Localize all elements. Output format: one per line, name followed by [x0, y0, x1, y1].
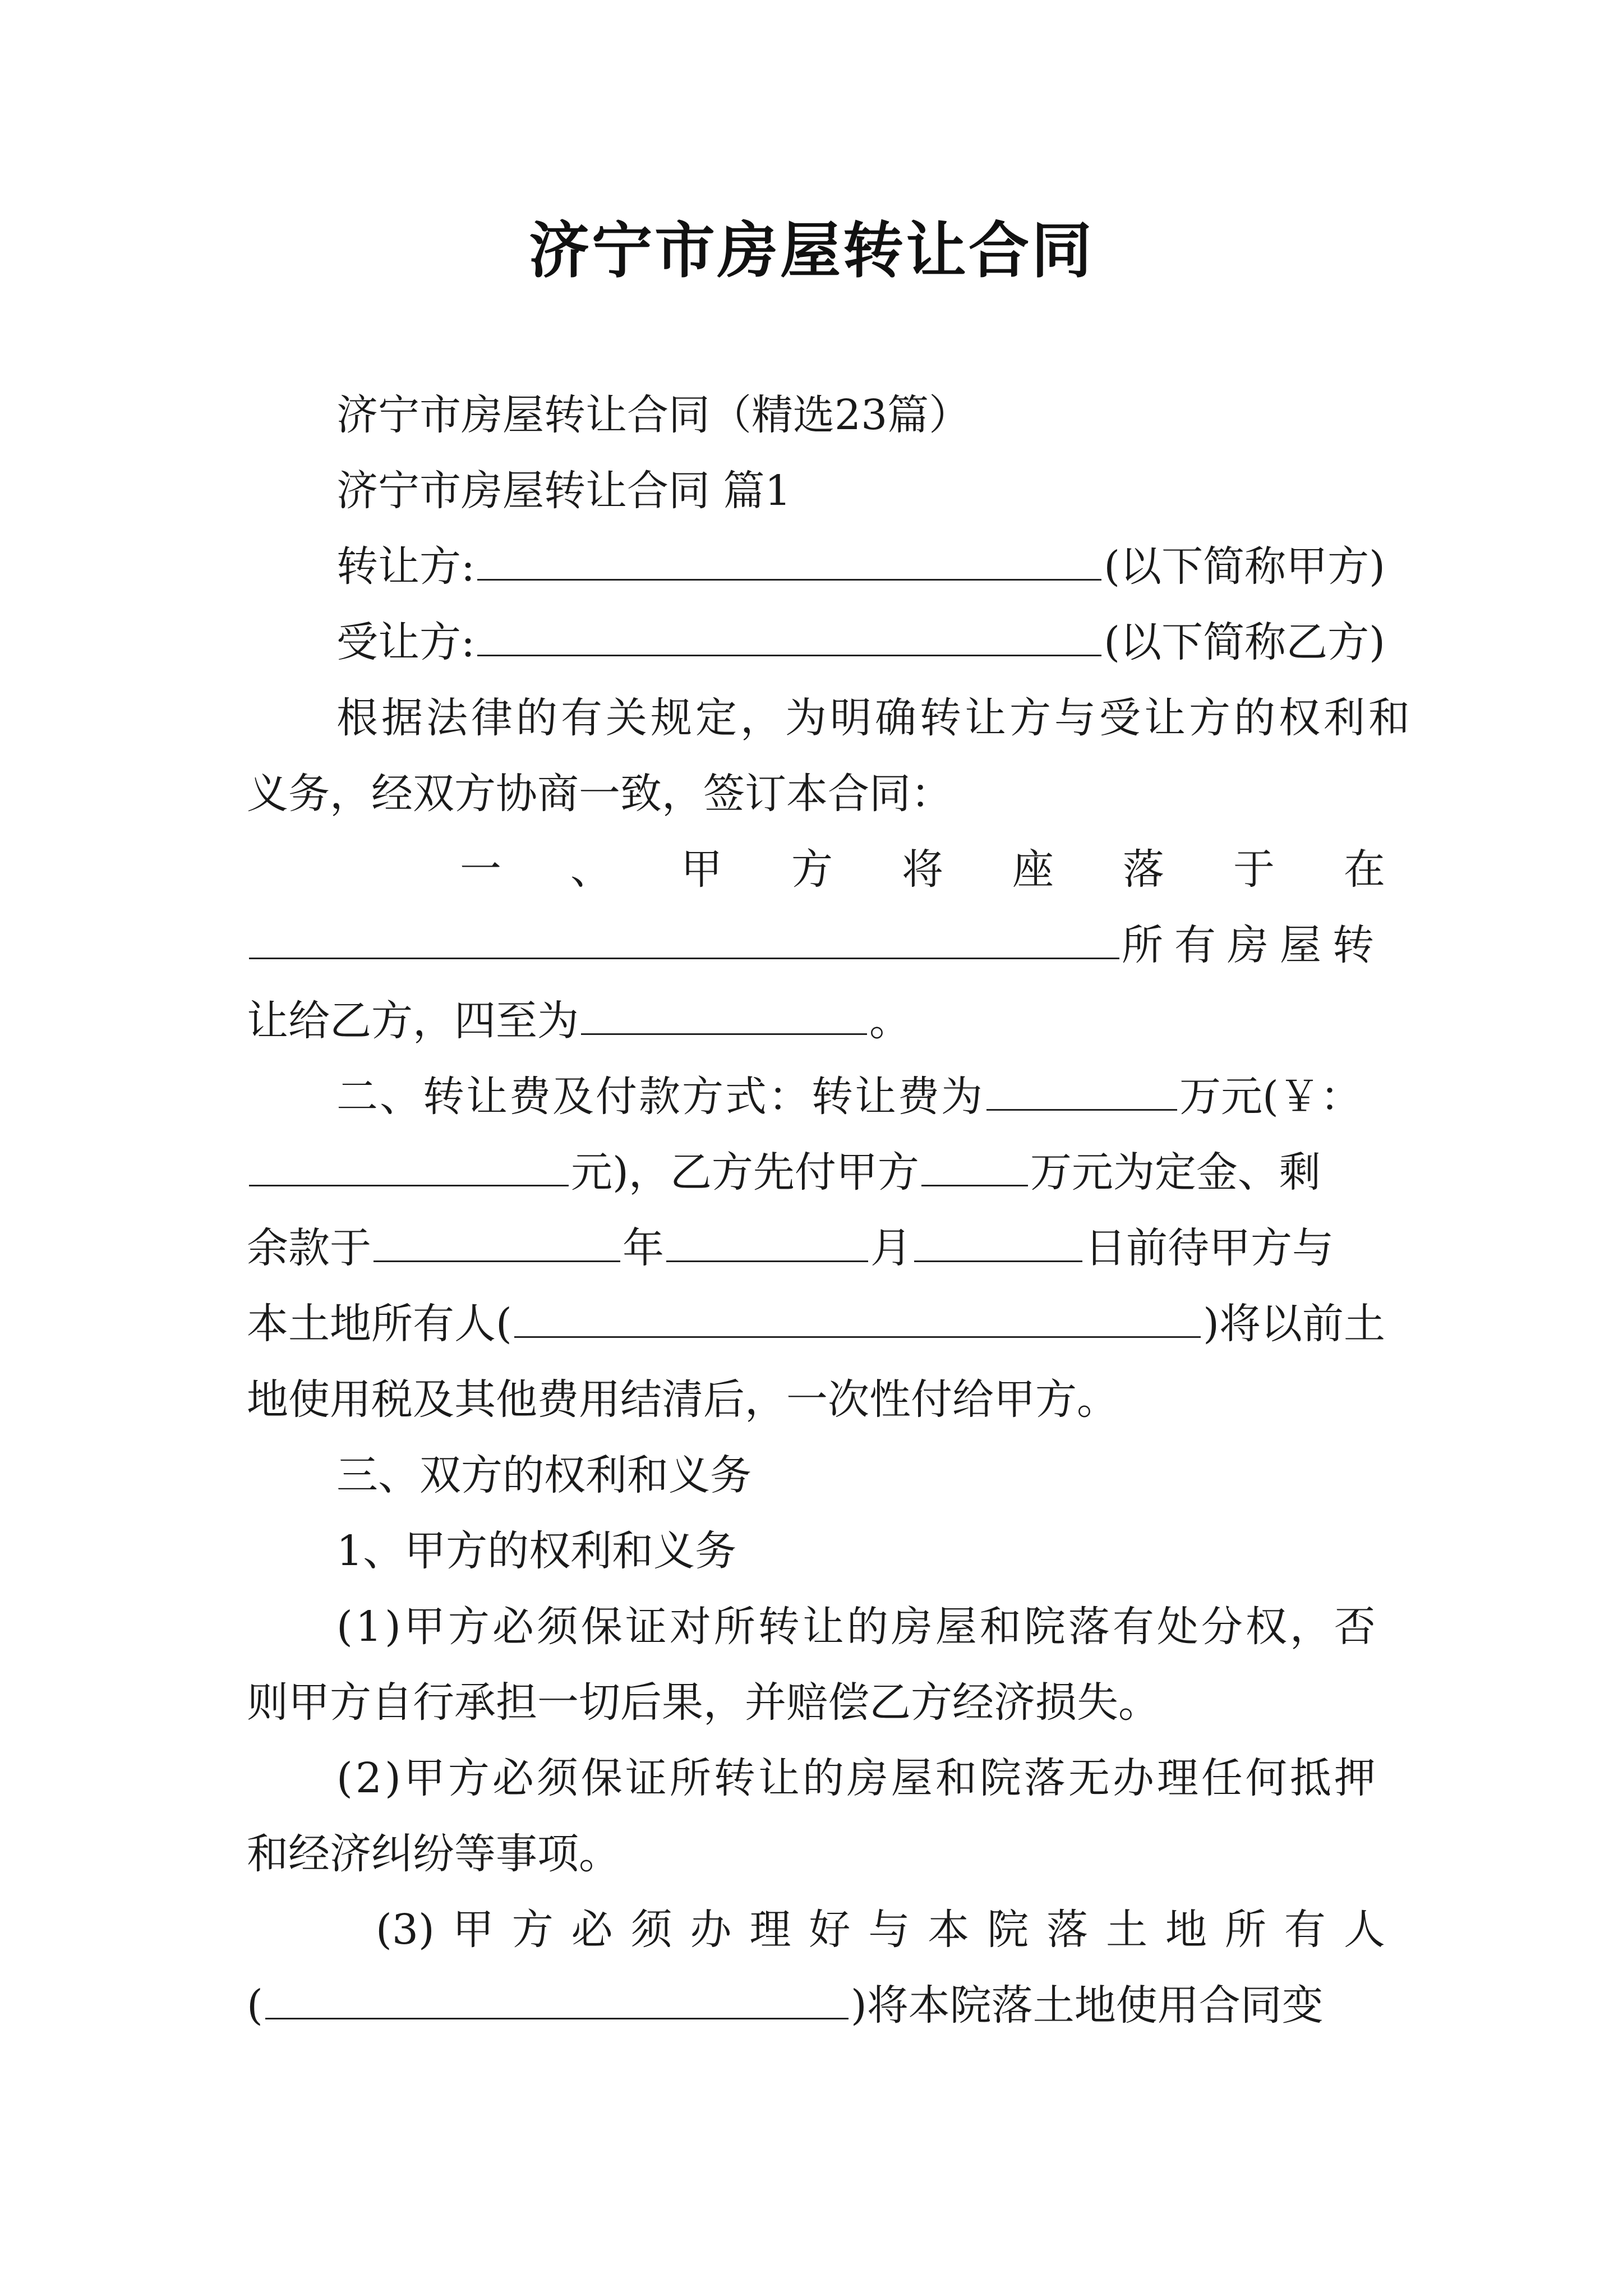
clause2-h: 日前待甲方与	[1085, 1224, 1334, 1272]
transferor-blank[interactable]	[477, 534, 1101, 581]
boundaries-blank[interactable]	[581, 988, 867, 1035]
price-figure-blank[interactable]	[249, 1140, 569, 1186]
clause2-line-4	[247, 1287, 1385, 1360]
clause1-line-1	[247, 833, 1385, 906]
item3-char: 院	[987, 1906, 1029, 1954]
clause2-i: 本土地所有人(	[247, 1300, 512, 1348]
item1-line-2: 则甲方自行承担一切后果，并赔偿乙方经济损失。	[247, 1678, 1160, 1727]
year-blank[interactable]	[374, 1216, 620, 1262]
section-heading: 济宁市房屋转让合同 篇1	[336, 467, 791, 515]
clause2-line-5: 地使用税及其他费用结清后，一次性付给甲方。	[247, 1375, 1118, 1424]
clause2-e: 余款于	[247, 1224, 371, 1272]
transferee-blank[interactable]	[477, 610, 1101, 656]
price-blank[interactable]	[986, 1064, 1177, 1111]
clause1-char: 甲	[681, 845, 722, 894]
clause2-b: 万元(￥：	[1179, 1073, 1362, 1121]
clause3-1-heading: 1、甲方的权利和义务	[336, 1527, 737, 1575]
item3-char: 必	[571, 1906, 613, 1954]
transferor-suffix: (以下简称甲方)	[1104, 542, 1385, 591]
month-blank[interactable]	[666, 1216, 868, 1262]
item3-char: 方	[511, 1906, 554, 1954]
preamble-line-1: 根据法律的有关规定，为明确转让方与受让方的权利和	[336, 694, 1413, 742]
clause1-char: 于	[1233, 845, 1275, 894]
clause1-char: 座	[1012, 845, 1054, 894]
transferee-line	[247, 606, 1385, 679]
clause1-line-2	[247, 909, 1385, 982]
item3-char: 人	[1343, 1906, 1385, 1954]
item2-line-2: 和经济纠纷等事项。	[247, 1830, 620, 1878]
clause2-c: 元)，乙方先付甲方	[571, 1148, 919, 1197]
clause1-char: 在	[1344, 845, 1385, 894]
item3-char: 落	[1046, 1906, 1089, 1954]
transferee-suffix: (以下简称乙方)	[1104, 618, 1385, 666]
item3-char: 甲	[452, 1906, 494, 1954]
document-title: 济宁市房屋转让合同	[528, 215, 1094, 286]
clause2-j: )将以前土	[1203, 1300, 1385, 1348]
clause2-d: 万元为定金、剩	[1030, 1148, 1321, 1197]
transferor-line	[247, 530, 1385, 603]
clause2-line-3	[247, 1212, 1385, 1285]
clause1-end-a: 让给乙方，四至为	[247, 997, 579, 1045]
property-location-blank[interactable]	[249, 913, 1119, 959]
item3-char: 理	[749, 1906, 791, 1954]
land-owner-blank[interactable]	[514, 1291, 1201, 1338]
clause2-line-1	[247, 1060, 1385, 1133]
clause1-line-3	[247, 984, 1385, 1057]
item3-char: 所	[1224, 1906, 1266, 1954]
clause1-char: 落	[1123, 845, 1164, 894]
clause1-mid: 所有房屋转	[1122, 921, 1385, 969]
day-blank[interactable]	[914, 1216, 1082, 1262]
clause1-char: 、	[570, 845, 612, 894]
clause2-g: 月	[870, 1224, 912, 1272]
item3-char: 办	[690, 1906, 732, 1954]
transferee-label: 受让方:	[336, 618, 475, 666]
clause1-end-b: 。	[869, 997, 911, 1045]
item3-char: 土	[1106, 1906, 1148, 1954]
transferor-label: 转让方:	[336, 542, 475, 591]
item3-line-1	[247, 1893, 1385, 1966]
item3-char: 地	[1165, 1906, 1207, 1954]
item2-line-1: (2)甲方必须保证所转让的房屋和院落无办理任何抵押	[336, 1754, 1378, 1802]
item3-open: (	[247, 1981, 263, 2030]
deposit-blank[interactable]	[921, 1140, 1028, 1186]
clause1-char: 将	[902, 845, 943, 894]
item3-line-2	[247, 1969, 1385, 2042]
item3-char: 有	[1284, 1906, 1326, 1954]
clause2-line-2	[247, 1136, 1385, 1209]
item3-char: 须	[630, 1906, 672, 1954]
clause1-char: 一	[460, 845, 501, 894]
clause2-a: 二、转让费及付款方式：转让费为	[336, 1073, 984, 1121]
item3-char: (3)	[376, 1906, 435, 1954]
item3-char: 与	[868, 1906, 910, 1954]
land-owner-blank-2[interactable]	[265, 1973, 849, 2019]
subtitle: 济宁市房屋转让合同（精选23篇）	[336, 391, 971, 439]
item3-char: 本	[928, 1906, 970, 1954]
clause2-f: 年	[623, 1224, 664, 1272]
item1-line-1: (1)甲方必须保证对所转让的房屋和院落有处分权，否	[336, 1603, 1378, 1651]
clause3-heading: 三、双方的权利和义务	[336, 1451, 751, 1499]
item3-char: 好	[809, 1906, 851, 1954]
clause1-char: 方	[791, 845, 833, 894]
preamble-line-2: 义务，经双方协商一致，签订本合同：	[247, 770, 952, 818]
item3-rest: )将本院落土地使用合同变	[850, 1981, 1324, 2030]
